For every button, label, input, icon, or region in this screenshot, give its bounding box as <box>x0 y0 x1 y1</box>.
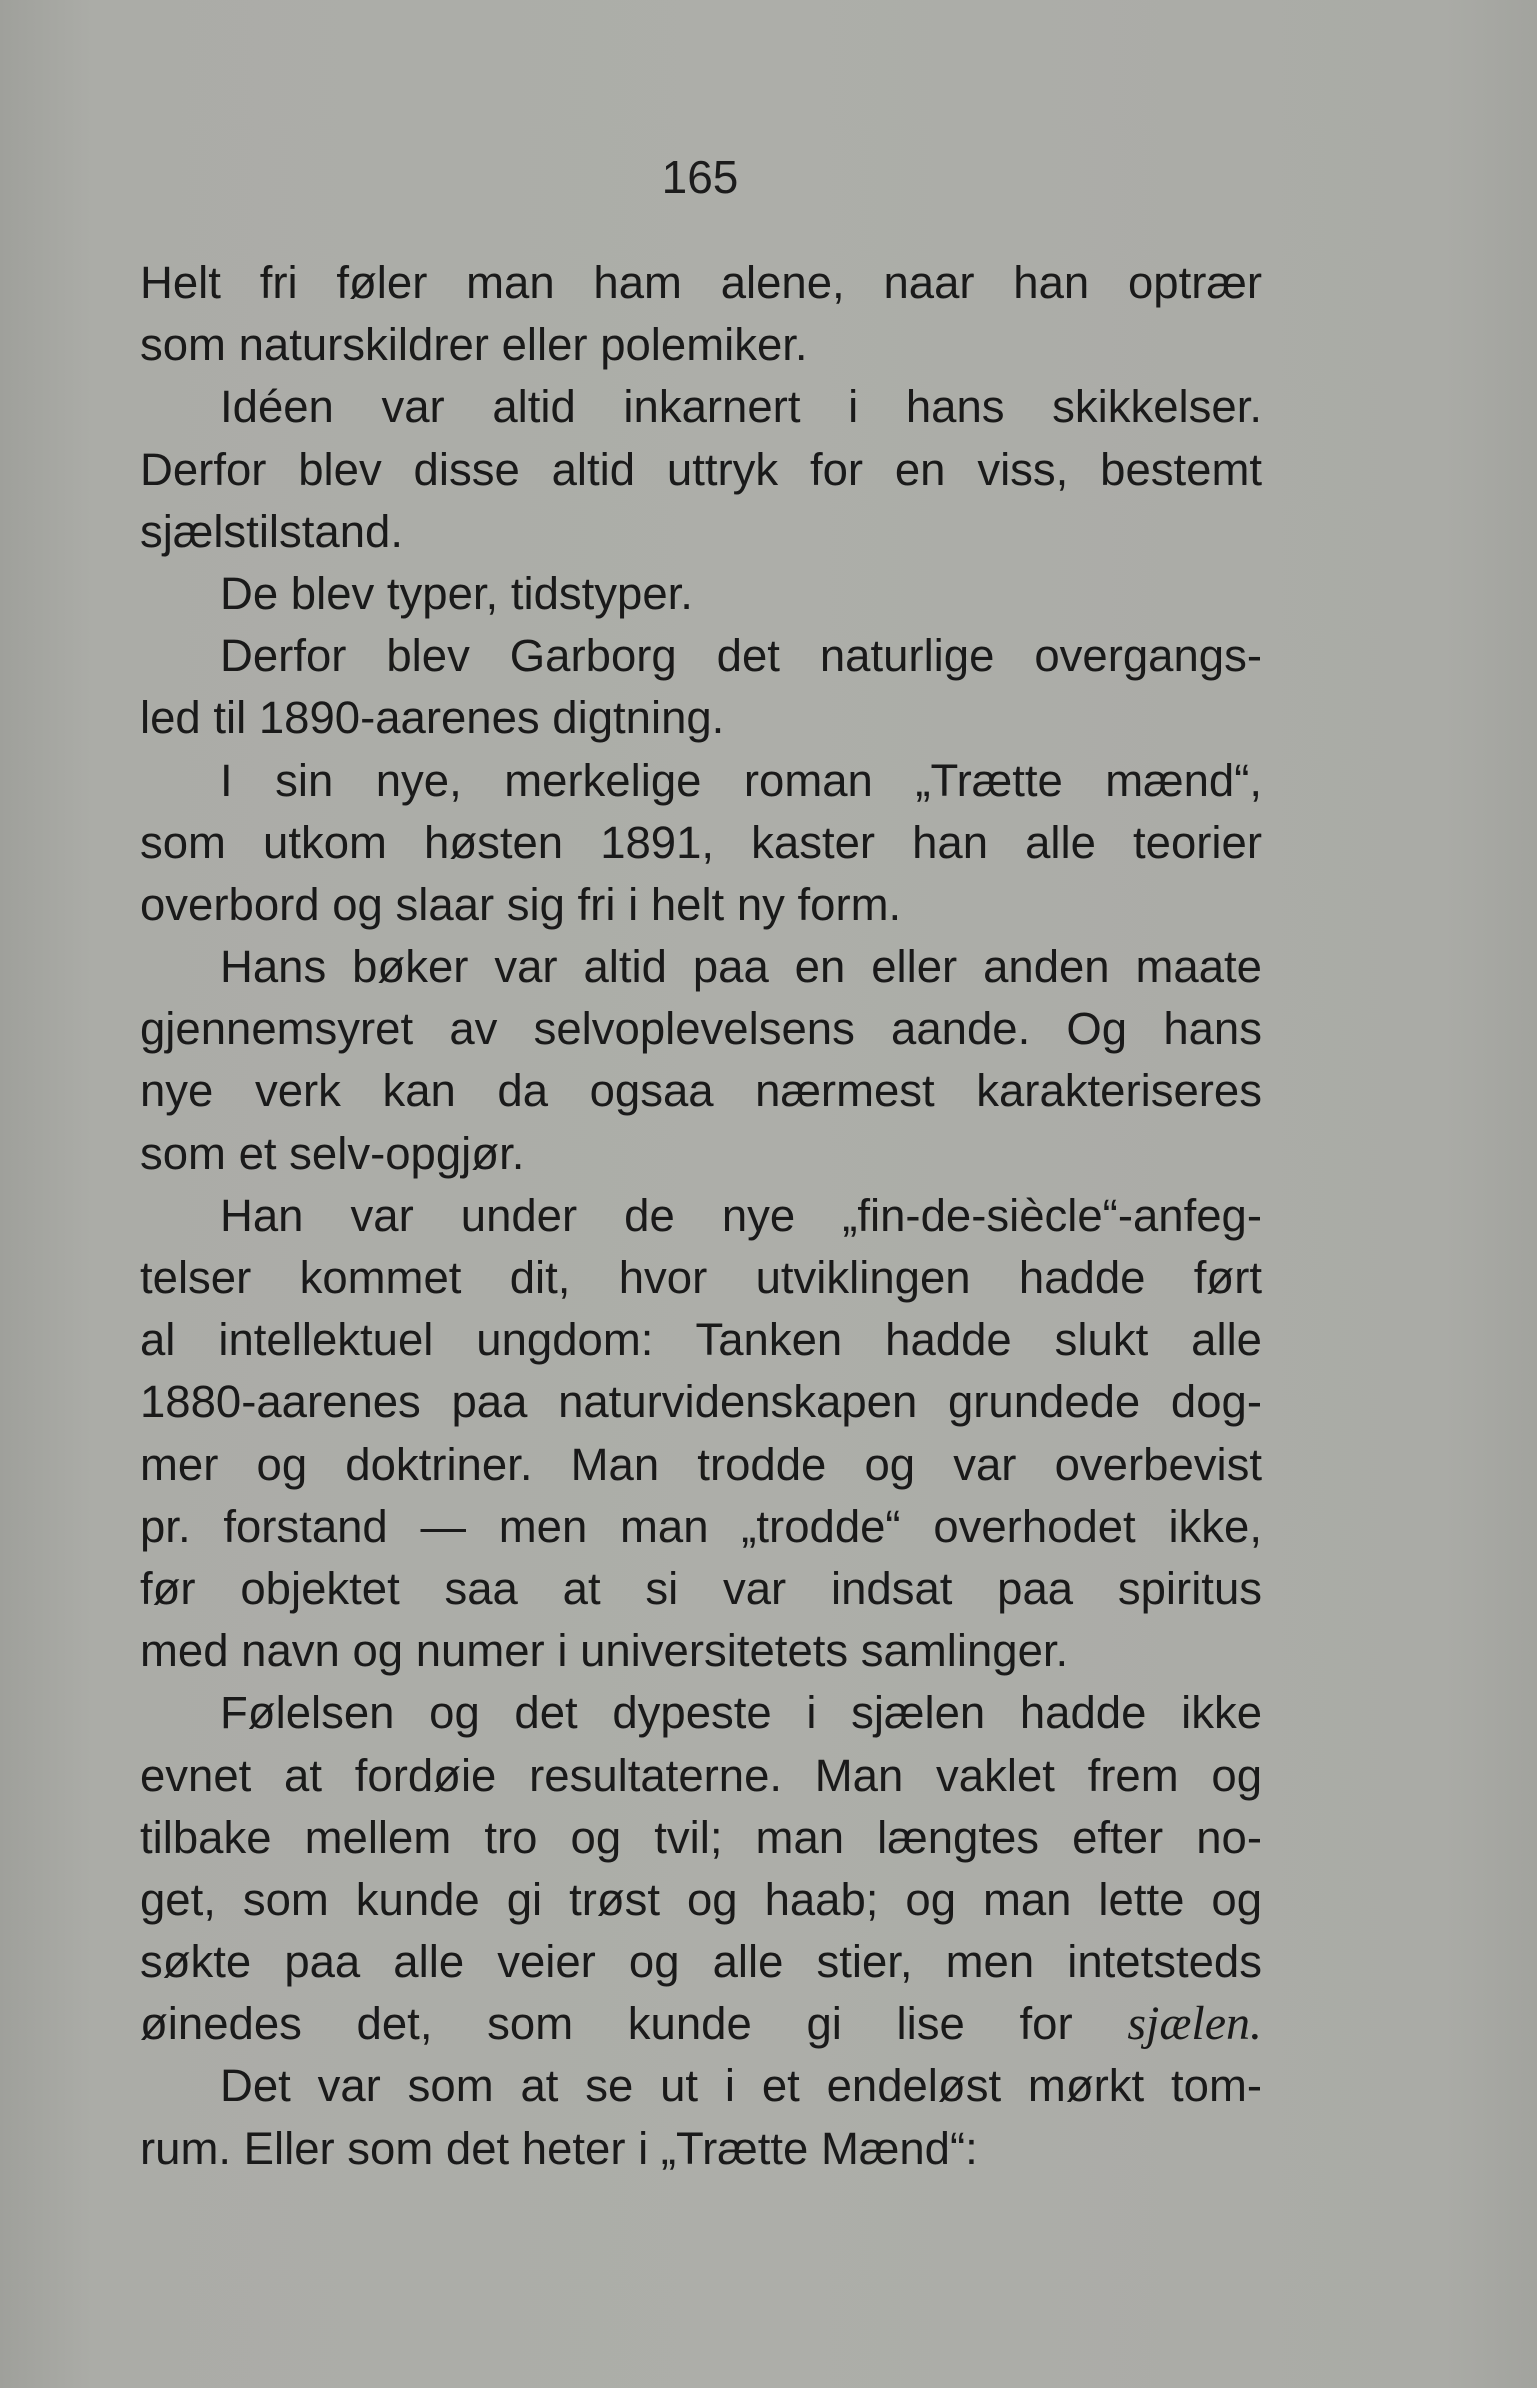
text-line: før objektet saa at si var indsat paa spiritus <box>140 1562 1262 1614</box>
text-line: pr. forstand — men man „trodde“ overhodet ikke, <box>140 1500 1262 1552</box>
text-line: som naturskildrer eller polemiker. <box>140 319 808 371</box>
text-line: overbord og slaar sig fri i helt ny form. <box>140 878 902 930</box>
text-line: I sin nye, merkelige roman „Trætte mænd“, <box>220 754 1262 806</box>
page-number: 165 <box>661 151 739 203</box>
body-text <box>140 252 1262 2180</box>
text-line: Derfor blev Garborg det naturlige overgangs- <box>220 630 1262 682</box>
text-line: som utkom høsten 1891, kaster han alle teorier <box>140 816 1262 868</box>
text-line: Hans bøker var altid paa en eller anden maate <box>220 941 1262 993</box>
text-line: nye verk kan da ogsaa nærmest karakteriseres <box>140 1065 1262 1117</box>
text-line: Det var som at se ut i et endeløst mørkt tom- <box>220 2060 1262 2112</box>
text-line: Helt fri føler man ham alene, naar han optrær <box>140 257 1262 308</box>
text-line: som et selv-opgjør. <box>140 1127 525 1179</box>
text-line: 1880-aarenes paa naturvidenskapen grundede dog- <box>140 1376 1262 1428</box>
text-line: get, som kunde gi trøst og haab; og man lette og <box>140 1873 1262 1925</box>
text-line: Derfor blev disse altid uttryk for en viss, bestemt <box>140 443 1262 495</box>
text-line: sjælstilstand. <box>140 505 403 557</box>
text-line: mer og doktriner. Man trodde og var overbevist <box>140 1438 1262 1490</box>
text-line: gjennemsyret av selvoplevelsens aande. Og hans <box>140 1003 1262 1055</box>
text-line: søkte paa alle veier og alle stier, men intetsteds <box>140 1936 1262 1988</box>
text-line: Idéen var altid inkarnert i hans skikkelser. <box>220 381 1262 433</box>
text-line: Han var under de nye „fin-de-siècle“-anfeg- <box>220 1189 1262 1241</box>
text-line: evnet at fordøie resultaterne. Man vaklet frem og <box>140 1749 1262 1801</box>
text-line: telser kommet dit, hvor utviklingen hadde ført <box>140 1252 1262 1303</box>
text-line: Følelsen og det dypeste i sjælen hadde ikke <box>220 1687 1262 1739</box>
text-line <box>140 1993 1262 2055</box>
emphasized-word: sjælen. <box>1127 1997 1262 2051</box>
text-line: tilbake mellem tro og tvil; man længtes efter no- <box>140 1811 1262 1863</box>
text-line: De blev typer, tidstyper. <box>220 567 693 619</box>
text-line: led til 1890-aarenes digtning. <box>140 692 725 744</box>
text-line: rum. Eller som det heter i „Trætte Mænd“: <box>140 2122 978 2174</box>
text-line-start: øinedes det, som kunde gi lise for <box>140 1998 1073 2050</box>
text-line: med navn og numer i universitetets samlinger. <box>140 1625 1069 1677</box>
text-line: al intellektuel ungdom: Tanken hadde slukt alle <box>140 1314 1262 1366</box>
